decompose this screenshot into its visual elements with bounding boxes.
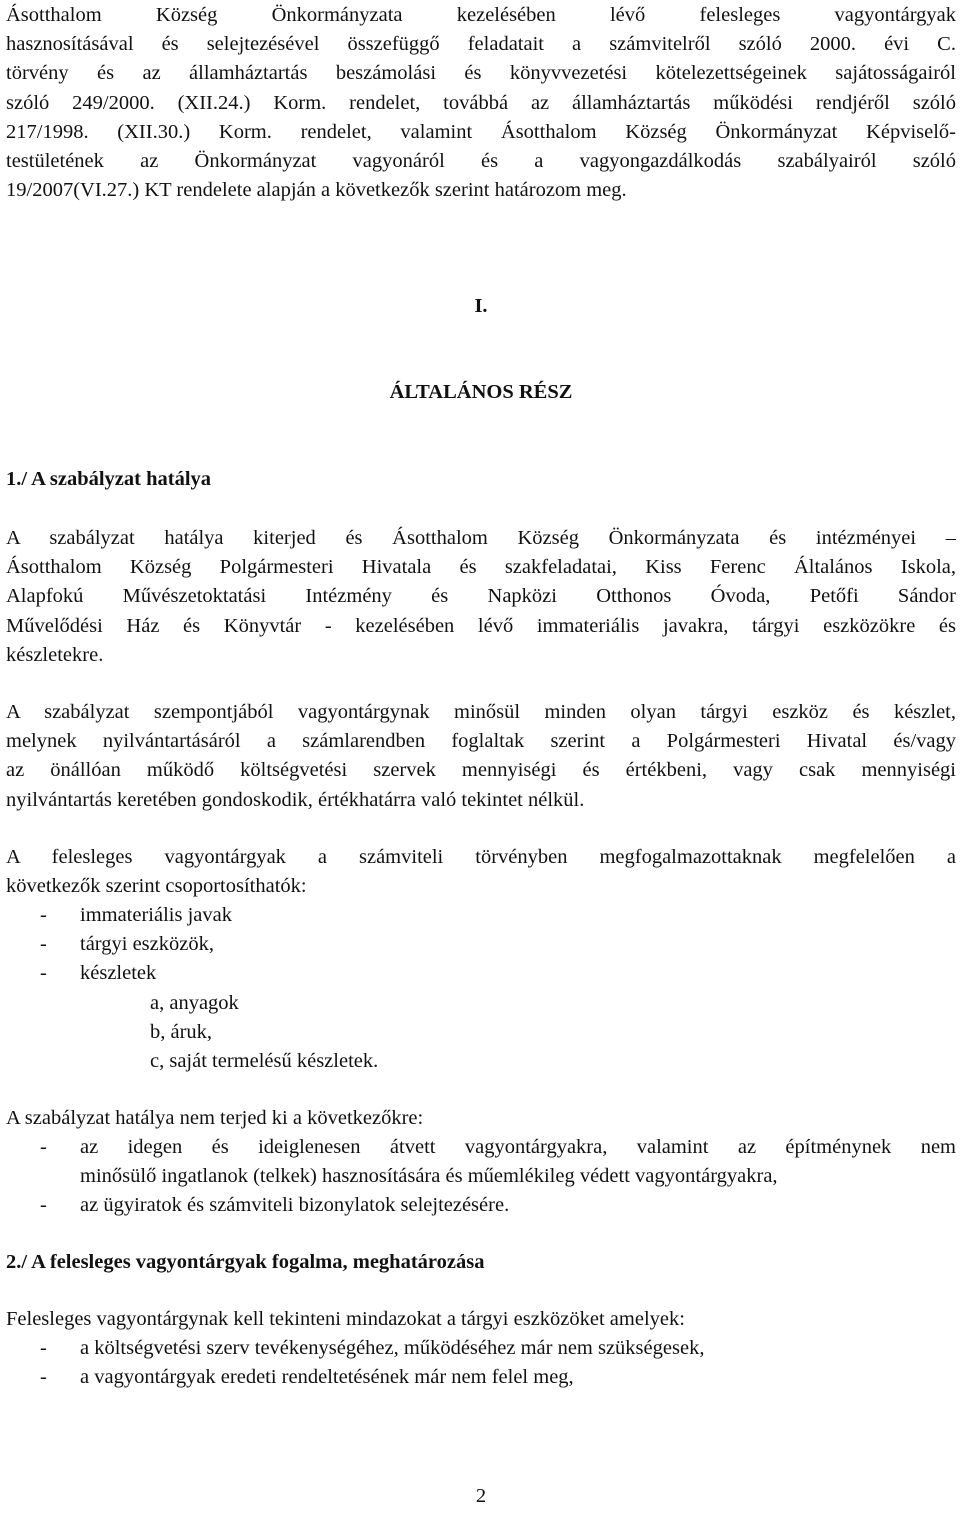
grouping-paragraph [6,843,956,901]
list-item-text: minősülő ingatlanok (telkek) hasznosítására és műemlékileg védett vagyontárgyakra, [80,1165,778,1188]
list-item [6,959,956,988]
list-item-text: tárgyi eszközök, [80,933,214,956]
list-item [6,1191,956,1220]
list-dash: - [40,933,47,956]
section-2-heading: 2./ A felesleges vagyontárgyak fogalma, meghatározása [6,1251,485,1273]
text-line: testületének az Önkormányzat vagyonáról és a vagyongazdálkodás szabályairól szóló [6,150,956,173]
list-item [6,1133,956,1191]
text-line: az önállóan működő költségvetési szervek mennyiségi és értékbeni, vagy csak mennyiségi [6,759,956,782]
text-line: 19/2007(VI.27.) KT rendelete alapján a következők szerint határozom meg. [6,179,627,202]
text-line: hasznosításával és selejtezésével összefüggő feladatait a számvitelről szóló 2000. évi C. [6,33,956,56]
sub-list-item: c, saját termelésű készletek. [150,1050,379,1073]
list-dash: - [40,1194,47,1217]
list-item [6,930,956,959]
exclusions-intro: A szabályzat hatálya nem terjed ki a következőkre: [6,1107,424,1129]
list-item [6,1334,956,1363]
intro-paragraph [6,1,956,205]
list-item-text: az ügyiratok és számviteli bizonylatok selejtezésére. [80,1194,510,1217]
scope-paragraph [6,524,956,670]
exclusions-list [6,1133,956,1221]
part-title: ÁLTALÁNOS RÉSZ [389,381,573,403]
text-line: készletekre. [6,643,104,666]
part-number: I. [474,295,488,317]
text-line: Ásotthalom Község Polgármesteri Hivatala és szakfeladatai, Kiss Ferenc Általános Iskola, [6,556,956,579]
asset-group-list [6,901,956,1076]
text-line: Alapfokú Művészetoktatási Intézmény és Napközi Otthonos Óvoda, Petőfi Sándor [6,585,956,608]
text-line: A szabályzat hatálya kiterjed és Ásotthalom Község Önkormányzata és intézményei – [6,527,956,549]
text-line: nyilvántartás keretében gondoskodik, értékhatárra való tekintet nélkül. [6,788,585,811]
text-line: melynek nyilvántartásáról a számlarendben foglaltak szerint a Polgármesteri Hivatal és/vagy [6,730,956,753]
list-dash: - [40,1366,47,1389]
list-item-text: a költségvetési szerv tevékenységéhez, működéséhez már nem szükségesek, [80,1337,705,1359]
list-item [6,901,956,930]
list-item-text: immateriális javak [80,904,232,926]
page-number: 2 [475,1485,487,1507]
text-line: törvény és az államháztartás beszámolási és könyvvezetési kötelezettségeinek sajátosságairól [6,62,956,85]
text-line: Művelődési Ház és Könyvtár - kezelésében lévő immateriális javakra, tárgyi eszközökre és [6,614,956,637]
list-dash: - [40,904,47,926]
section-1-heading: 1./ A szabályzat hatálya [6,468,212,490]
sub-list-item: a, anyagok [150,991,239,1014]
list-dash: - [40,1337,47,1359]
text-line: Ásotthalom Község Önkormányzata kezelésében lévő felesleges vagyontárgyak [6,4,956,26]
list-item-text: a vagyontárgyak eredeti rendeltetésének már nem felel meg, [80,1366,574,1389]
text-line: 217/1998. (XII.30.) Korm. rendelet, valamint Ásotthalom Község Önkormányzat Képviselő- [6,120,956,143]
list-item-text: készletek [80,962,157,985]
text-line: A szabályzat szempontjából vagyontárgynak minősül minden olyan tárgyi eszköz és készlet, [6,701,956,723]
sub-list-item: b, áruk, [150,1020,213,1043]
list-dash: - [40,1136,47,1158]
asset-definition-paragraph [6,698,956,815]
list-item-text: az idegen és ideiglenesen átvett vagyontárgyakra, valamint az építménynek nem [80,1136,956,1158]
list-dash: - [40,962,47,985]
text-line: következők szerint csoportosíthatók: [6,875,307,898]
section-2-intro: Felesleges vagyontárgynak kell tekinteni mindazokat a tárgyi eszközöket amelyek: [6,1308,685,1330]
surplus-asset-list [6,1334,956,1392]
text-line: A felesleges vagyontárgyak a számviteli törvényben megfogalmazottaknak megfelelően a [6,846,956,868]
text-line: szóló 249/2000. (XII.24.) Korm. rendelet, továbbá az államháztartás működési rendjéről szóló [6,91,956,114]
list-item [6,1363,956,1392]
